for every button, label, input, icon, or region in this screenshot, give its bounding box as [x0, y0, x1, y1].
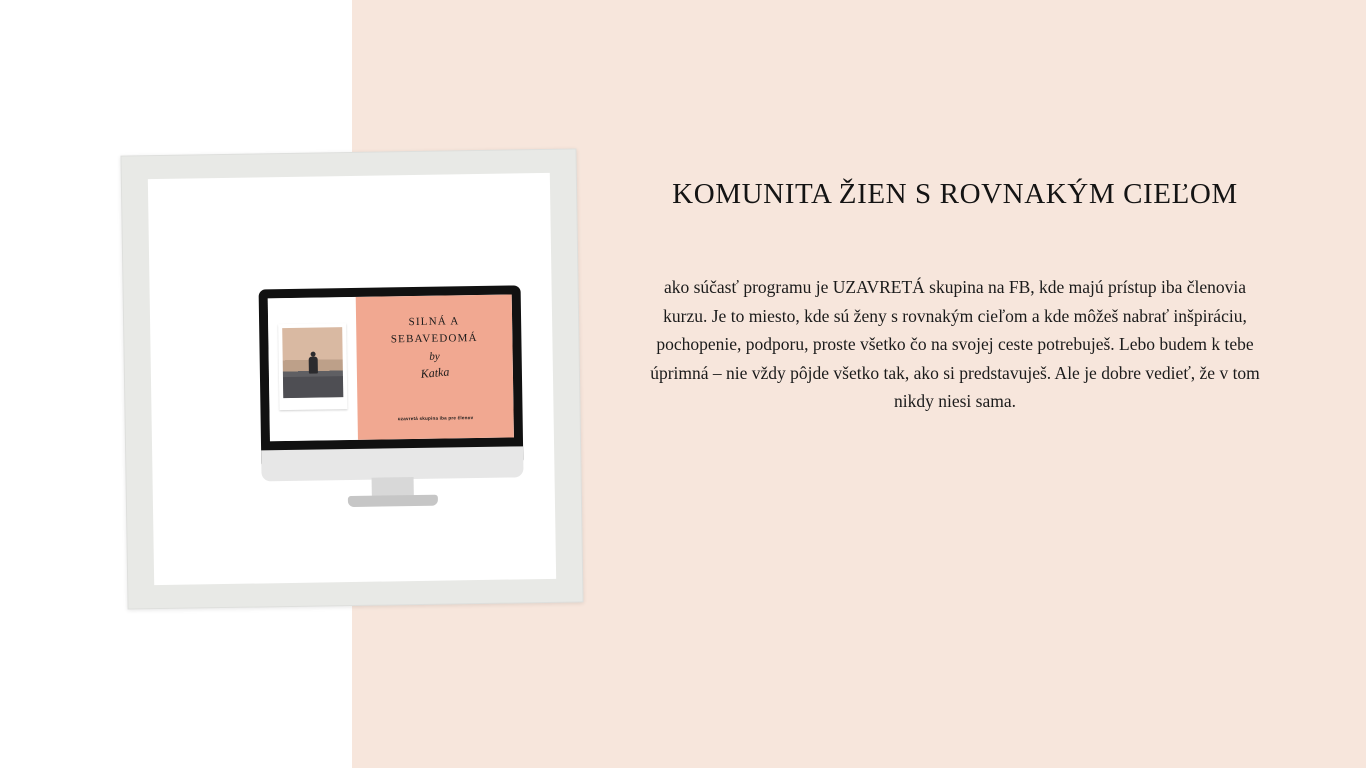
screen-subtitle: uzavretá skupina iba pre členov [397, 415, 474, 422]
couch-shape [283, 376, 343, 398]
screen-signature: Katka [419, 364, 450, 381]
text-content [645, 178, 1265, 416]
page-title: KOMUNITA ŽIEN S ROVNAKÝM CIEĽOM [672, 178, 1238, 210]
screen-left-column [268, 297, 358, 441]
imac-mockup [259, 285, 524, 505]
person-body-shape [309, 356, 318, 373]
photo-image [282, 327, 343, 398]
screen-by-label: by [429, 350, 440, 363]
photo-frame [120, 148, 583, 609]
screen-title-line2: SEBAVEDOMÁ [390, 332, 478, 346]
monitor-stand-base [348, 495, 438, 507]
monitor-bezel [259, 285, 524, 465]
frame-mat [148, 173, 556, 585]
screen-title [356, 312, 513, 348]
polaroid-photo-card [278, 323, 347, 410]
screen-right-column [356, 294, 514, 439]
monitor-chin [261, 446, 523, 481]
body-paragraph: ako súčasť programu je UZAVRETÁ skupina na FB, kde majú prístup iba členovia kurzu. Je to miesto, kde sú ženy s rovnakým cieľom a kde môžeš nabrať inšpiráciu, pochopenie, podporu, proste všetko čo na svojej ceste potrebuješ. Lebo budem k tebe úprimná – nie vždy pôjde všetko tak, ako si predstavuješ. Ale je dobre vedieť, že v tom nikdy niesi sama. [650, 277, 1260, 411]
monitor-screen [268, 294, 514, 441]
screen-title-line1: SILNÁ A [408, 315, 460, 329]
